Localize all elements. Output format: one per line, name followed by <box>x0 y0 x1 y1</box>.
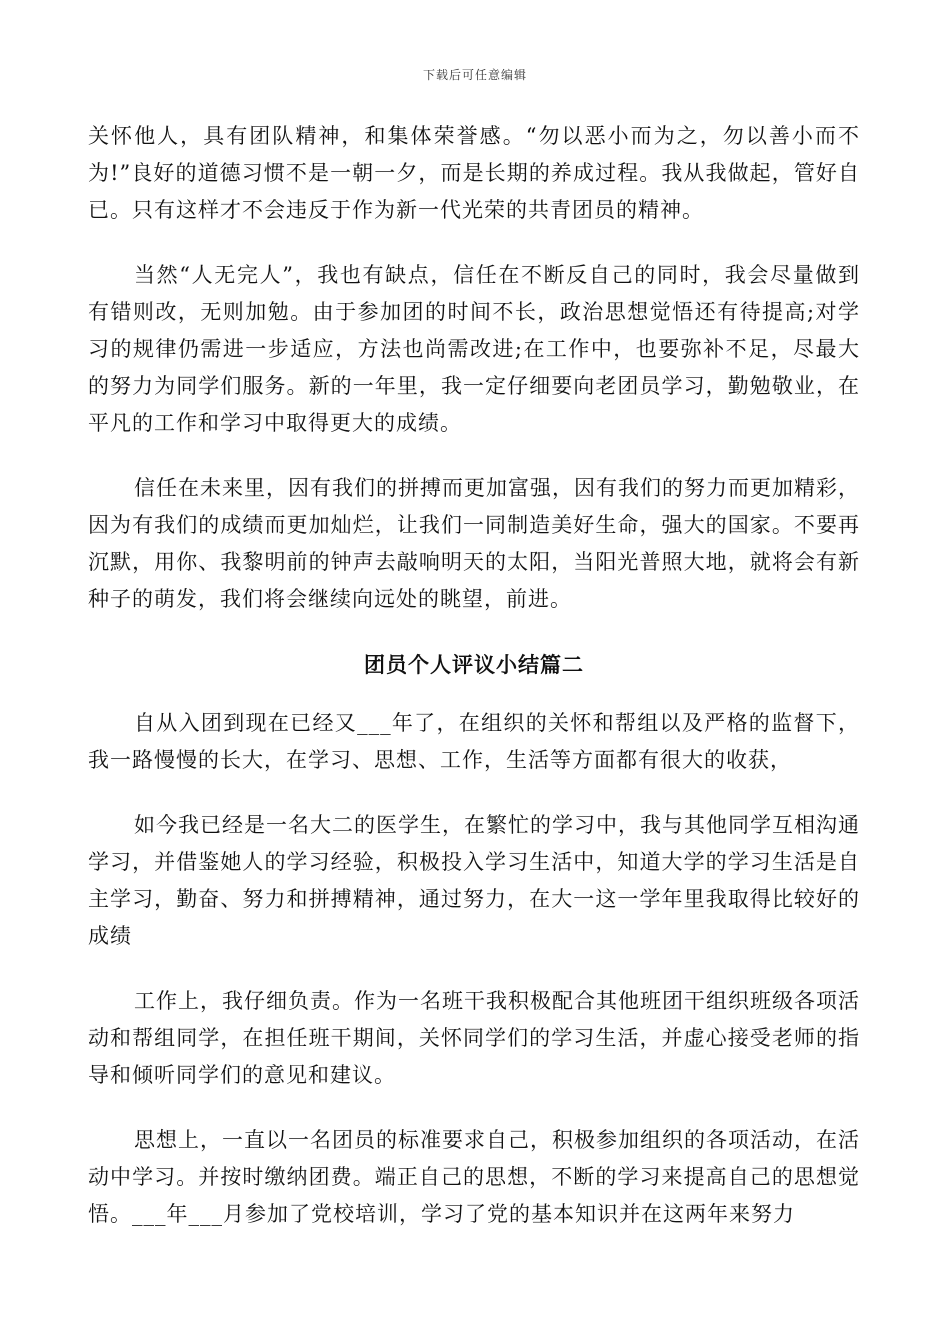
paragraph: 如今我已经是一名大二的医学生，在繁忙的学习中，我与其他同学互相沟通学习，并借鉴她人的学习经验，积极投入学习生活中，知道大学的学习生活是自主学习，勤奋、努力和拼搏精神，通过努力，在大一这一学年里我取得比较好的成绩 <box>88 813 860 948</box>
section-title: 团员个人评议小结篇二 <box>364 652 584 677</box>
paragraph: 当然“人无完人”，我也有缺点，信任在不断反自己的同时，我会尽量做到有错则改，无则加勉。由于参加团的时间不长，政治思想觉悟还有待提高;对学习的规律仍需进一步适应，方法也尚需改进;在工作中，也要弥补不足，尽最大的努力为同学们服务。新的一年里，我一定仔细要向老团员学习，勤勉敬业，在平凡的工作和学习中取得更大的成绩。 <box>88 263 860 435</box>
paragraph: 工作上，我仔细负责。作为一名班干我积极配合其他班团干组织班级各项活动和帮组同学，在担任班干期间，关怀同学们的学习生活，并虚心接受老师的指导和倾听同学们的意见和建议。 <box>88 989 860 1087</box>
page-header: 下载后可任意编辑 <box>422 68 527 82</box>
document-body <box>88 118 860 1261</box>
paragraph: 自从入团到现在已经又___年了，在组织的关怀和帮组以及严格的监督下，我一路慢慢的长大，在学习、思想、工作，生活等方面都有很大的收获， <box>88 711 860 772</box>
paragraph: 信任在未来里，因有我们的拼搏而更加富强，因有我们的努力而更加精彩，因为有我们的成绩而更加灿烂，让我们一同制造美好生命，强大的国家。不要再沉默，用你、我黎明前的钟声去敲响明天的太阳，当阳光普照大地，就将会有新种子的萌发，我们将会继续向远处的眺望，前进。 <box>88 476 860 611</box>
paragraph: 关怀他人，具有团队精神，和集体荣誉感。“勿以恶小而为之，勿以善小而不为!”良好的道德习惯不是一朝一夕，而是长期的养成过程。我从我做起，管好自已。只有这样才不会违反于作为新一代光荣的共青团员的精神。 <box>88 124 860 222</box>
paragraph: 思想上，一直以一名团员的标准要求自己，积极参加组织的各项活动，在活动中学习。并按时缴纳团费。端正自己的思想，不断的学习来提高自己的思想觉悟。___年___月参加了党校培训，学习了党的基本知识并在这两年来努力 <box>88 1128 860 1226</box>
